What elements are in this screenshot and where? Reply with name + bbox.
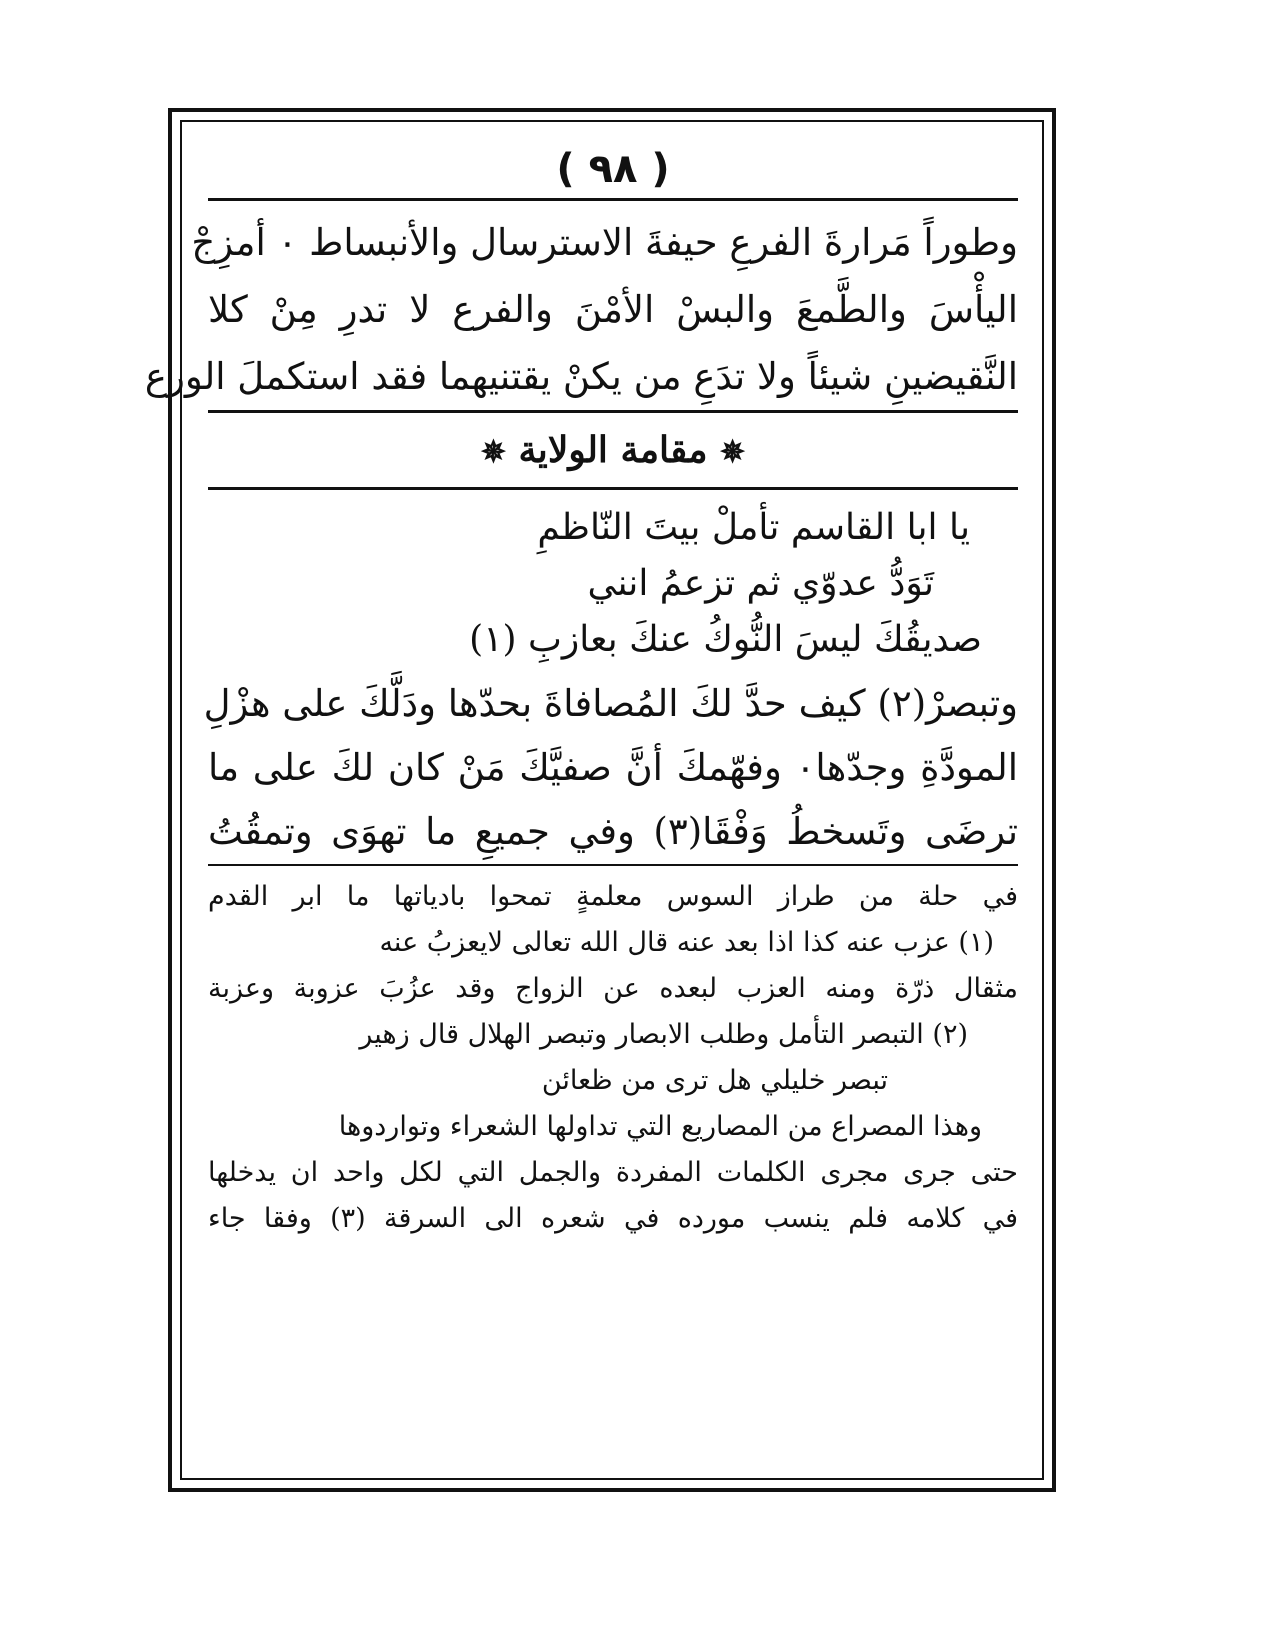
section-rule-bottom bbox=[208, 487, 1018, 490]
intro-line: النَّقيضينِ شيئاً ولا تدَعِ من يكنْ يقتنيهما فقد استكملَ الورع bbox=[144, 355, 1018, 398]
footnote-line: تبصر خليلي هل ترى من ظعائن bbox=[541, 1065, 888, 1096]
prose-line: ترضَى وتَسخطُ وَفْقَا(٣) وفي جميعِ ما تهوَى وتمقُتُ bbox=[208, 810, 1018, 853]
footnote-line: وهذا المصراع من المصاريع التي تداولها الشعراء وتواردوها bbox=[338, 1111, 982, 1142]
section-title: مقامة الولاية bbox=[518, 429, 708, 471]
section-heading bbox=[208, 413, 1018, 487]
footnote-line: (١) عزب عنه كذا اذا بعد عنه قال الله تعالى لايعزبُ عنه bbox=[379, 927, 994, 958]
prose-line: المودَّةِ وجدّها٠ وفهّمكَ أنَّ صفيَّكَ مَنْ كان لكَ على ما bbox=[208, 746, 1018, 789]
intro-paragraph bbox=[144, 209, 1018, 410]
star-ornament-icon: ✵ bbox=[720, 435, 746, 470]
footnote-line: مثقال ذرّة ومنه العزب لبعده عن الزواج وقد عزُبَ عزوبة وعزبة bbox=[208, 973, 1018, 1004]
prose-line: وتبصرْ(٢) كيف حدَّ لكَ المُصافاةَ بحدّها ودَلَّكَ على هزْلِ bbox=[203, 682, 1018, 725]
footnotes bbox=[208, 874, 1018, 1242]
intro-line: وطوراً مَرارةَ الفرعِ حيفةَ الاسترسال والأنبساط ٠ أمزِجْ bbox=[191, 221, 1018, 264]
poem-line: تَوَدُّ عدوّي ثم تزعمُ انني bbox=[587, 563, 934, 604]
star-ornament-icon: ✵ bbox=[480, 435, 506, 470]
poem-block bbox=[208, 500, 1018, 668]
footnote-line: في كلامه فلم ينسب مورده في شعره الى السرقة (٣) وفقا جاء bbox=[208, 1203, 1018, 1234]
poem-line: صديقُكَ ليسَ النُّوكُ عنكَ بعازبِ (١) bbox=[469, 619, 982, 660]
page-number: ( ٩٨ ) bbox=[556, 146, 670, 192]
page-content bbox=[144, 140, 1018, 1242]
footnote-line: في حلة من طراز السوس معلمةٍ تمحوا بادياتها ما ابر القدم bbox=[208, 881, 1018, 912]
footnote-rule bbox=[208, 864, 1018, 866]
intro-line: اليأْسَ والطَّمعَ والبسْ الأمْنَ والفرع لا تدرِ مِنْ كلا bbox=[208, 288, 1018, 331]
prose-paragraph bbox=[203, 672, 1018, 864]
header-rule bbox=[208, 198, 1018, 201]
footnote-line: (٢) التبصر التأمل وطلب الابصار وتبصر الهلال قال زهير bbox=[359, 1019, 968, 1050]
poem-line: يا ابا القاسم تأملْ بيتَ النّاظمِ bbox=[537, 507, 970, 548]
footnote-line: حتى جرى مجرى الكلمات المفردة والجمل التي لكل واحد ان يدخلها bbox=[208, 1157, 1018, 1188]
